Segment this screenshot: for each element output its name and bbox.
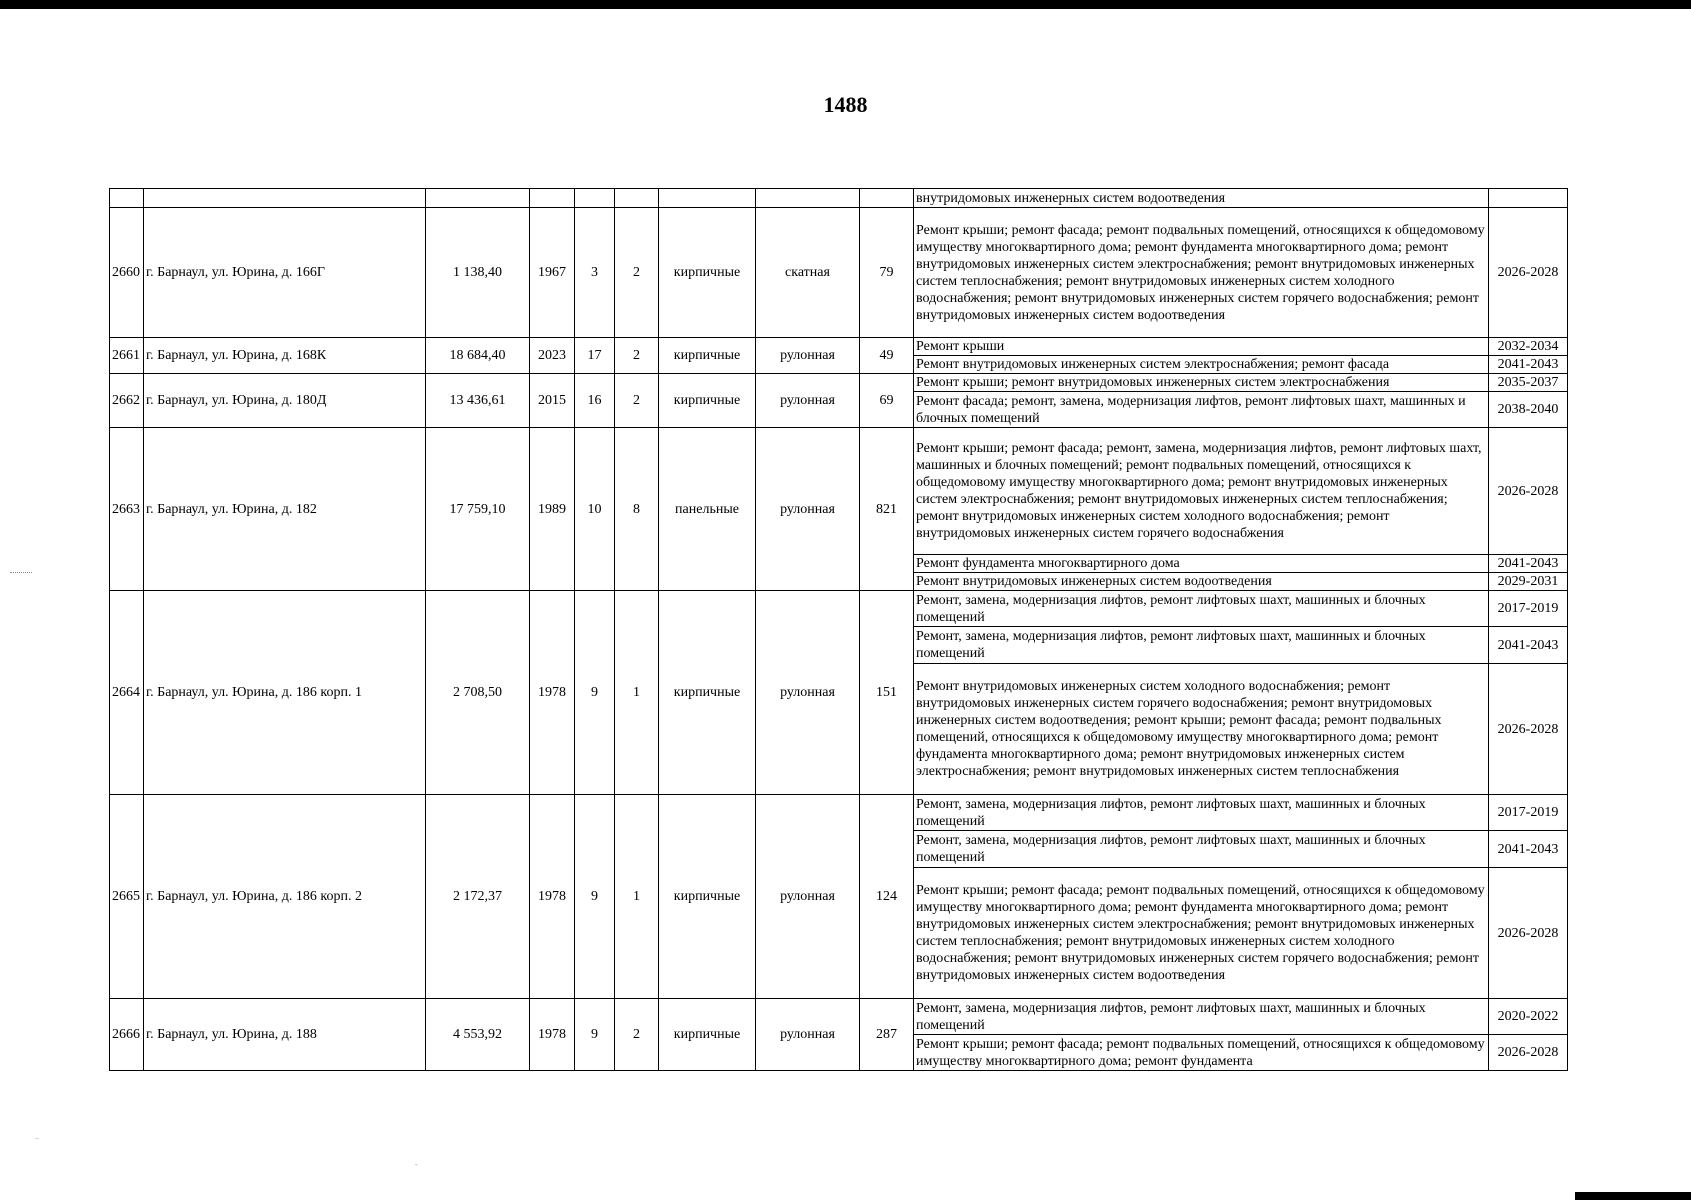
cell-period: 2020-2022 xyxy=(1489,999,1568,1035)
cell-work: внутридомовых инженерных систем водоотведения xyxy=(914,189,1489,208)
cell-area: 13 436,61 xyxy=(426,374,530,428)
cell-address: г. Барнаул, ул. Юрина, д. 168К xyxy=(144,338,426,374)
cell-floors: 10 xyxy=(575,428,615,591)
cell-period: 2041-2043 xyxy=(1489,831,1568,868)
cell-work: Ремонт внутридомовых инженерных систем водоотведения xyxy=(914,573,1489,591)
scan-top-edge xyxy=(0,0,1691,9)
cell-entrances: 2 xyxy=(615,374,659,428)
cell-address: г. Барнаул, ул. Юрина, д. 188 xyxy=(144,999,426,1071)
cell-residents: 69 xyxy=(860,374,914,428)
cell-roof: рулонная xyxy=(756,428,860,591)
cell-empty xyxy=(144,189,426,208)
cell-residents: 287 xyxy=(860,999,914,1071)
cell-roof: рулонная xyxy=(756,374,860,428)
cell-work: Ремонт крыши; ремонт фасада; ремонт подвальных помещений, относящихся к общедомовому имуществу многоквартирного дома; ремонт фундамента xyxy=(914,1035,1489,1071)
cell-empty xyxy=(659,189,756,208)
cell-work: Ремонт крыши; ремонт фасада; ремонт, замена, модернизация лифтов, ремонт лифтовых шахт, машинных и блочных помещений; ремонт подвальных помещений, относящихся к общедомовому имуществу многоквартирного дома; ремонт внутридомовых инженерных систем электроснабжения; ремонт внутридомовых инженерных систем теплоснабжения; ремонт внутридомовых инженерных систем холодного водоснабжения; ремонт внутридомовых инженерных систем горячего водоснабжения xyxy=(914,428,1489,555)
cell-period: 2017-2019 xyxy=(1489,795,1568,831)
cell-work: Ремонт, замена, модернизация лифтов, ремонт лифтовых шахт, машинных и блочных помещений xyxy=(914,999,1489,1035)
cell-year: 2023 xyxy=(530,338,575,374)
scan-speck: - xyxy=(415,1160,418,1169)
table-row xyxy=(110,999,1568,1035)
cell-year: 1978 xyxy=(530,795,575,999)
cell-area: 4 553,92 xyxy=(426,999,530,1071)
table-row xyxy=(110,208,1568,338)
cell-number: 2660 xyxy=(110,208,144,338)
cell-period: 2026-2028 xyxy=(1489,428,1568,555)
cell-roof: рулонная xyxy=(756,591,860,795)
cell-period: 2017-2019 xyxy=(1489,591,1568,627)
cell-residents: 151 xyxy=(860,591,914,795)
cell-area: 18 684,40 xyxy=(426,338,530,374)
cell-empty xyxy=(110,189,144,208)
cell-residents: 79 xyxy=(860,208,914,338)
cell-entrances: 8 xyxy=(615,428,659,591)
cell-year: 2015 xyxy=(530,374,575,428)
cell-work: Ремонт крыши xyxy=(914,338,1489,356)
margin-mark xyxy=(10,572,32,573)
cell-work: Ремонт, замена, модернизация лифтов, ремонт лифтовых шахт, машинных и блочных помещений xyxy=(914,795,1489,831)
cell-floors: 17 xyxy=(575,338,615,374)
cell-number: 2663 xyxy=(110,428,144,591)
cell-residents: 821 xyxy=(860,428,914,591)
cell-year: 1978 xyxy=(530,591,575,795)
cell-empty xyxy=(426,189,530,208)
cell-period: 2035-2037 xyxy=(1489,374,1568,392)
cell-area: 1 138,40 xyxy=(426,208,530,338)
cell-year: 1989 xyxy=(530,428,575,591)
cell-walls: кирпичные xyxy=(659,999,756,1071)
cell-residents: 124 xyxy=(860,795,914,999)
cell-address: г. Барнаул, ул. Юрина, д. 180Д xyxy=(144,374,426,428)
cell-period: 2026-2028 xyxy=(1489,868,1568,999)
cell-period: 2026-2028 xyxy=(1489,664,1568,795)
cell-area: 17 759,10 xyxy=(426,428,530,591)
cell-work: Ремонт, замена, модернизация лифтов, ремонт лифтовых шахт, машинных и блочных помещений xyxy=(914,831,1489,868)
cell-work: Ремонт крыши; ремонт фасада; ремонт подвальных помещений, относящихся к общедомовому имуществу многоквартирного дома; ремонт фундамента многоквартирного дома; ремонт внутридомовых инженерных систем электроснабжения; ремонт внутридомовых инженерных систем теплоснабжения; ремонт внутридомовых инженерных систем холодного водоснабжения; ремонт внутридомовых инженерных систем горячего водоснабжения; ремонт внутридомовых инженерных систем водоотведения xyxy=(914,208,1489,338)
cell-address: г. Барнаул, ул. Юрина, д. 182 xyxy=(144,428,426,591)
cell-address: г. Барнаул, ул. Юрина, д. 186 корп. 2 xyxy=(144,795,426,999)
cell-walls: кирпичные xyxy=(659,208,756,338)
cell-entrances: 1 xyxy=(615,795,659,999)
cell-year: 1978 xyxy=(530,999,575,1071)
cell-work: Ремонт внутридомовых инженерных систем холодного водоснабжения; ремонт внутридомовых инженерных систем горячего водоснабжения; ремонт внутридомовых инженерных систем водоотведения; ремонт крыши; ремонт фасада; ремонт подвальных помещений, относящихся к общедомовому имуществу многоквартирного дома; ремонт фундамента многоквартирного дома; ремонт внутридомовых инженерных систем электроснабжения; ремонт внутридомовых инженерных систем теплоснабжения xyxy=(914,664,1489,795)
cell-number: 2661 xyxy=(110,338,144,374)
cell-roof: рулонная xyxy=(756,999,860,1071)
table-row xyxy=(110,428,1568,555)
cell-empty xyxy=(860,189,914,208)
scan-speck: .. xyxy=(35,1132,39,1141)
cell-number: 2662 xyxy=(110,374,144,428)
cell-entrances: 1 xyxy=(615,591,659,795)
cell-entrances: 2 xyxy=(615,338,659,374)
cell-number: 2665 xyxy=(110,795,144,999)
cell-address: г. Барнаул, ул. Юрина, д. 166Г xyxy=(144,208,426,338)
cell-floors: 9 xyxy=(575,999,615,1071)
cell-roof: рулонная xyxy=(756,795,860,999)
cell-period: 2026-2028 xyxy=(1489,208,1568,338)
cell-entrances: 2 xyxy=(615,208,659,338)
cell-roof: рулонная xyxy=(756,338,860,374)
cell-residents: 49 xyxy=(860,338,914,374)
cell-period: 2041-2043 xyxy=(1489,356,1568,374)
cell-work: Ремонт, замена, модернизация лифтов, ремонт лифтовых шахт, машинных и блочных помещений xyxy=(914,591,1489,627)
cell-walls: кирпичные xyxy=(659,374,756,428)
table-row xyxy=(110,795,1568,831)
cell-work: Ремонт внутридомовых инженерных систем электроснабжения; ремонт фасада xyxy=(914,356,1489,374)
cell-number: 2664 xyxy=(110,591,144,795)
table-row xyxy=(110,591,1568,627)
cell-roof: скатная xyxy=(756,208,860,338)
cell-empty xyxy=(1489,189,1568,208)
cell-floors: 9 xyxy=(575,795,615,999)
cell-walls: кирпичные xyxy=(659,591,756,795)
cell-floors: 3 xyxy=(575,208,615,338)
cell-number: 2666 xyxy=(110,999,144,1071)
table-row-continuation xyxy=(110,189,1568,208)
cell-work: Ремонт фасада; ремонт, замена, модернизация лифтов, ремонт лифтовых шахт, машинных и блочных помещений xyxy=(914,392,1489,428)
table-row xyxy=(110,374,1568,392)
cell-work: Ремонт крыши; ремонт фасада; ремонт подвальных помещений, относящихся к общедомовому имуществу многоквартирного дома; ремонт фундамента многоквартирного дома; ремонт внутридомовых инженерных систем электроснабжения; ремонт внутридомовых инженерных систем теплоснабжения; ремонт внутридомовых инженерных систем холодного водоснабжения; ремонт внутридомовых инженерных систем горячего водоснабжения; ремонт внутридомовых инженерных систем водоотведения xyxy=(914,868,1489,999)
table-row xyxy=(110,338,1568,356)
cell-walls: кирпичные xyxy=(659,795,756,999)
housing-repair-table xyxy=(109,188,1568,1071)
cell-entrances: 2 xyxy=(615,999,659,1071)
cell-period: 2032-2034 xyxy=(1489,338,1568,356)
cell-period: 2041-2043 xyxy=(1489,555,1568,573)
cell-work: Ремонт крыши; ремонт внутридомовых инженерных систем электроснабжения xyxy=(914,374,1489,392)
cell-period: 2026-2028 xyxy=(1489,1035,1568,1071)
cell-period: 2029-2031 xyxy=(1489,573,1568,591)
cell-work: Ремонт фундамента многоквартирного дома xyxy=(914,555,1489,573)
cell-period: 2041-2043 xyxy=(1489,627,1568,664)
cell-area: 2 708,50 xyxy=(426,591,530,795)
cell-year: 1967 xyxy=(530,208,575,338)
scan-bottom-edge xyxy=(1575,1192,1691,1200)
cell-empty xyxy=(756,189,860,208)
cell-empty xyxy=(615,189,659,208)
cell-period: 2038-2040 xyxy=(1489,392,1568,428)
cell-empty xyxy=(575,189,615,208)
cell-floors: 16 xyxy=(575,374,615,428)
cell-area: 2 172,37 xyxy=(426,795,530,999)
page-number: 1488 xyxy=(823,92,868,117)
cell-empty xyxy=(530,189,575,208)
cell-walls: кирпичные xyxy=(659,338,756,374)
cell-floors: 9 xyxy=(575,591,615,795)
cell-address: г. Барнаул, ул. Юрина, д. 186 корп. 1 xyxy=(144,591,426,795)
cell-work: Ремонт, замена, модернизация лифтов, ремонт лифтовых шахт, машинных и блочных помещений xyxy=(914,627,1489,664)
cell-walls: панельные xyxy=(659,428,756,591)
